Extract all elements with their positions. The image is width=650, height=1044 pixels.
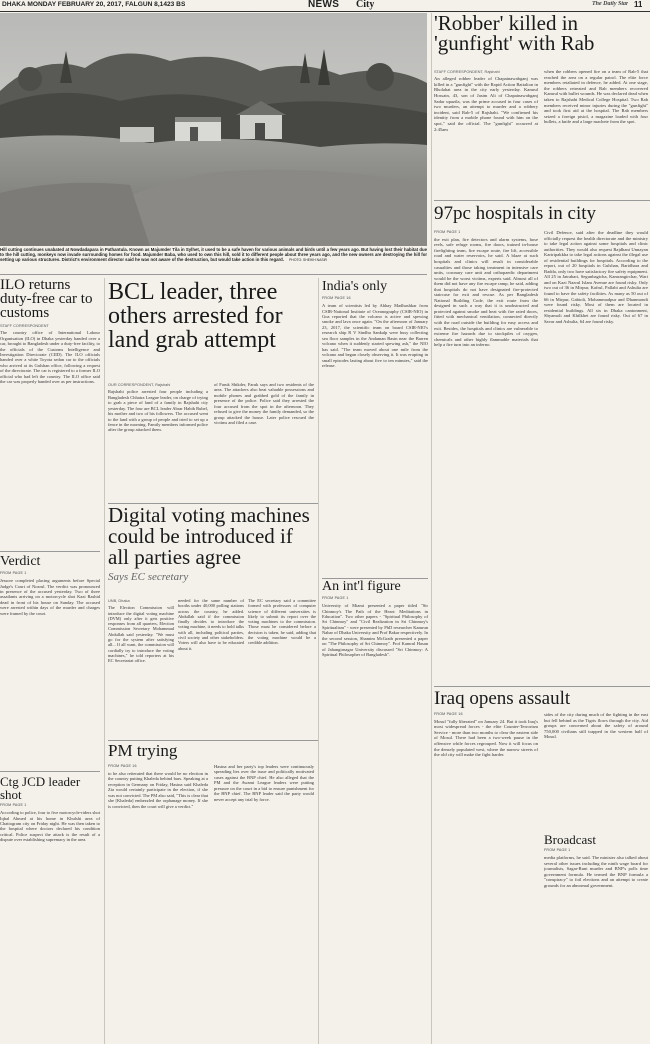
photo-caption xyxy=(0,247,427,272)
robber-text-1: An alleged robber leader of Chapainawabganj was killed in a "gunfight" with the Rapid Action Battalion in Bholahat area in the city early yesterday. Kamrul Hossain, 43, son of Jasim Ali of Chapainawabganj Sadar upazila, was the prime accused in four cases of two murders, an attempt to murder and a robbery incident, said Rab-5 of Rajshahi. "We confirmed his identity from a mobile phone found with him on the spot," said the official. The "gunfight" occurred at 2:45am xyxy=(434,76,538,132)
robber-headline: 'Robber' killed in 'gunfight' with Rab xyxy=(434,13,595,55)
robber-text-2: when the robbers opened fire on a team of Rab-5 that reached the area on a regular patrol. The elite force members retaliated in defence, he added. At one stage, the robbers retreated and Rab members recovered Kamrul with bullet wounds. He was declared dead when taken to Rajshahi Medical College Hospital. Two Rab members received minor injuries during the "gunfight" and took first aid at the hospital. The Rab members seized a foreign pistol, a magazine loaded with four bullets, a knife and a large machete from the spot. xyxy=(544,69,648,125)
hospitals-text-2: Civil Defence, said after the deadline they would officially request the health directorate and the ministry to take legal action against some hospitals and clinic authorities. They would also request Rajdhani Unnayan Kartripakkha to take legal actions against the illegal use of residential buildings for hospitals. According to the report, out of 20 hospitals in Gulshan, Baridhara and Badda, only two have satisfactory fire safety equipment. All 25 in Jatrabari, Segunbagicha, Kamrangirchar, Wari and on Kazi Nazrul Islam Avenue are found risky. Only two out of 36 in Mirpur, Kafrul, Pallabi and Ashulia are found to have the safety facilities. As many as 50 out of 66 in Mirpur, Gabtoli, Mohammadpur and Dhanmondi were found risky. Most of them are located in residential buildings. All six in Dhaka cantonment, Shyamoli and Khilkhet are found risky. Out of 67 in Savar and Ashulia, 64 are found risky. xyxy=(544,230,648,324)
broadcast-story xyxy=(544,833,648,1044)
intl-headline: An int'l figure xyxy=(322,580,401,594)
hospitals-rule xyxy=(434,686,650,687)
intl-text: University of Miami presented a paper titled "Sir Chinmoy's The Path of the Heart: Meditations in Education". Two other papers - "Spiritual Philosophy of Sri Chinmoy" and "Civil Realization in Sri Chinmoy's Spiritualism" - were presented by PhD researcher Kamrun Nahar of Dhaka University and Prof Bakar respectively. In the second session, Shamim McGrath presented a paper on "The Philosophy of Sri Chinmoy". Prof Kamrul Hasan of Jahangirnagar University discussed "Sri Chinmoy: A Spiritual Philosopher of Bangladesh". xyxy=(322,603,428,658)
pm-col-2 xyxy=(214,764,314,1044)
ctg-text: According to police, four to five motorcycle-riders shot Iqbal Ahmed at his home in Khulshi area of Chattogram city on Friday night. He was then taken to the hospital where doctors declared his condition critical. Police suspect the attack is the result of a dispute over establishing supremacy in the area. xyxy=(0,810,100,843)
digital-text-1: The Election Commission will introduce the digital voting machine (DVM) only after it gets positive responses from all quarters, Election Commission Secretary Mohammad Abdullah said yesterday. "We must go for the system after satisfying all... If all want, the commission will cordially try to introduce the voting machines," he told reporters at his EC Secretariat office. xyxy=(108,605,174,664)
robber-col-1 xyxy=(434,69,538,199)
pm-story xyxy=(108,742,318,766)
bcl-text-1: Rajshahi police arrested four people including a Bangladesh Chhatra League leader, on charge of trying to grab a piece of land of a family in Rajshahi city yesterday. The four are BCL leader Abrar Habib Rubel, his mother and two of his followers. The accused went to the land with a group of people and tried to set up a fence in the morning. Family members informed police after the group attacked them. xyxy=(108,389,208,433)
iraq-headline: Iraq opens assault xyxy=(434,689,571,709)
iraq-story xyxy=(434,689,650,711)
divider-left xyxy=(104,278,105,1044)
hospitals-headline: 97pc hospitals in city xyxy=(434,204,597,224)
digital-kicker: Says EC secretary xyxy=(108,571,189,583)
verdict-headline: Verdict xyxy=(0,554,41,570)
hill-photo-image xyxy=(0,13,427,246)
bcl-byline: OUR CORRESPONDENT, Rajshahi xyxy=(108,382,171,387)
ctg-from: FROM PAGE 1 xyxy=(0,803,27,808)
ilo-text: The country office of International Labour Organisation (ILO) in Dhaka yesterday handed over a car, brought to Bangladesh under a duty-free facility, to the officials of the Customs Intelligence and Investigation Directorate (CIID). The ILO officials handed over a white Toyota sedan car to the officials who arrived at its Gulshan office, following a request of the directorate. The car is registered to a former ILO official who had left the country. The ILO office said the car was properly handed over as per instructions. xyxy=(0,330,100,384)
masthead-section: NEWS xyxy=(308,0,340,10)
digital-byline: UNB, Dhaka xyxy=(108,598,130,603)
pm-text-2: Hasina and her party's top leaders were continuously spreading lies over the issue and politically motivated cases against the BNP chief. He also alleged that the PM and the Awami League leaders were putting pressure on the court in a bid to ensure punishment for the BNP chief. The BNP leader said the party would never accept any trial by force. xyxy=(214,764,314,802)
digital-col-2 xyxy=(178,598,244,738)
ilo-headline: ILO returns duty-free car to customs xyxy=(0,278,93,321)
pm-headline: PM trying xyxy=(108,742,178,760)
digital-text-2: needed for the same number of booths under 40,000 polling stations across the country, he added. Abdullah said if the commission finally decides to introduce the voting machine, it needs to hold talks with all, including political parties, civil society and other stakeholders. Voters will also have to be educated about it. xyxy=(178,598,244,651)
digital-rule xyxy=(108,503,318,504)
intl-story xyxy=(322,580,428,1044)
india-text: A team of scientists led by Abhay Madhushkar from CSIR-National Institute of Oceanography (CSIR-NIO) in Goa reported that the volcano is active and spewing smoke and lava once again. "On the afternoon of January 23, 2017, the scientific team on board CSIR-NIO's research ship R V Sindhu Sankalp were busy collecting sea floor samples in the Andaman Basin near the Barren volcano when it suddenly started spewing ash," the NIO has said. "The team moved about one mile from the volcano and began closely observing it. It was erupting in small episodes lasting about five to ten minutes," said the release. xyxy=(322,303,428,369)
iraq-col-2 xyxy=(544,712,648,832)
iraq-col-1 xyxy=(434,712,538,1044)
hospitals-text-1: the exit plan, fire detectors and alarm systems, hose reels, safe refuge rooms, fire doors, trained in-house firefighting team, fire escape route, fire lift, accessible road and water reservoirs, he said. A blaze at such hospitals and clinics will result in considerable casualties and those taking treatment in intensive care units, coronary care unit and orthopaedic department would be the worst victims, experts said. Almost all of them did not have any fire escape ramp, he said, adding that hospitals do not have designated fire-protected staircase for exit and rescue. As per Bangladesh National Building Code, the exit route from the designed in such a way that it is unobstructed and protected against smoke and heat with fire rated doors, fitted with mechanical ventilation, connected directly with the road outside the building for easy access and exit. Besides, the hospitals and clinics are vulnerable to extreme fire hazards due to stockpiles of oxygen, chemicals and other highly flammable materials that help a fire turn into an inferno. xyxy=(434,236,538,348)
pm-from: FROM PAGE 16 xyxy=(108,764,137,768)
india-headline: India's only xyxy=(322,280,388,294)
bcl-col-2 xyxy=(214,382,314,502)
digital-headline: Digital voting machines could be introduced if all parties agree xyxy=(108,505,310,569)
robber-byline: STAFF CORRESPONDENT, Rajshahi xyxy=(434,69,500,74)
bcl-col-1 xyxy=(108,382,208,502)
verdict-from: FROM PAGE 1 xyxy=(0,571,27,576)
ilo-byline: STAFF CORRESPONDENT xyxy=(0,323,49,328)
india-story xyxy=(322,280,428,580)
verdict-rule xyxy=(0,771,100,772)
iraq-text-2: sides of the city during much of the fighting in the east but fell behind as the Tigris flows through the city. Aid groups are concerned about the safety of around 750,000 civilians still trapped in the western half of Mosul. xyxy=(544,712,648,740)
photo-rule xyxy=(0,274,427,275)
digital-col-3 xyxy=(248,598,316,738)
verdict-text: Jessore completed placing arguments before Special Judge's Court of Nozrul. The verdict was pronounced in presence of the accused yesterday. Two of three assailants arriving on a motorcycle shot Kazi Rashid dead in front of his house on Sunday. The accused were arrested within days of the murder and charges were framed by the court. xyxy=(0,578,100,616)
masthead-subsection: City xyxy=(356,0,375,10)
broadcast-headline: Broadcast xyxy=(544,833,596,847)
digital-col-1 xyxy=(108,598,174,738)
bcl-headline: BCL leader, three others arrested for land grab attempt xyxy=(108,280,283,353)
india-rule xyxy=(322,578,428,579)
robber-rule xyxy=(434,200,650,201)
pm-col-1 xyxy=(108,764,208,1044)
page-number: 11 xyxy=(634,0,643,9)
ilo-story xyxy=(0,278,100,1044)
intl-from: FROM PAGE 1 xyxy=(322,596,349,601)
digital-text-3: The EC secretary said a committee formed with professors of computer science of different universities is likely to submit its report over the voting machines to the commission. Those must be considered before a decision is taken, he said, adding that the voting machine would be a credible addition. xyxy=(248,598,316,646)
broadcast-text: media platforms, he said. The minister also talked about several other issues including the ninth wage board for journalists, Sagar-Runi murder and BNP's polls time government formula. He termed the BNP formula a "conspiracy" to foil elections and an attempt to create grounds for an abnormal government. xyxy=(544,855,648,888)
masthead-paper: The Daily Star xyxy=(592,1,629,7)
pm-text-1: to be also reiterated that there would be no election in the country putting Khaleda behind bars. Speaking at a reception in Germany on Friday, Hasina said Khaleda Zia would certainly participate in the election, if she was not convicted. The PM also said, "This is clear that she [Khaleda] embezzled the orphanage money. If she is convicted, then the court will give a verdict." xyxy=(108,770,208,809)
bcl-story xyxy=(108,280,315,380)
masthead-date: DHAKA MONDAY FEBRUARY 20, 2017, FALGUN 8,1423 BS xyxy=(2,1,186,8)
photo-caption-text: Hill cutting continues unabated at Nowdadapara in Pathantula. Known as Majumder Tila in Sylhet, it used to be a safe haven for various animals and birds until a few years ago. But having lost their habitat due to the hill cutting, monkeys now invade surrounding homes for food. Majumder Baba, who used to own this hill, sold it to different people about three years ago, and the new owners are destroying the hill for setting up various structures. District's environment director said he was not aware of the destruction, but would take action in this regard. xyxy=(0,247,427,263)
divider-mid xyxy=(318,278,319,1044)
bcl-text-2: of Faruk Shikder, Faruk says and two residents of the area. The attackers also beat valuable possessions and mobile phones and grabbed gold of the family in presence of the police. Police said they arrested the four accused from the spot in the afternoon. They refused to give the money the family demanded, so the group attacked the house. Later police rescued the victims and filed a case. xyxy=(214,382,314,426)
masthead-rule xyxy=(0,11,650,12)
ilo-rule xyxy=(0,551,100,552)
broadcast-from: FROM PAGE 1 xyxy=(544,848,571,853)
iraq-from: FROM PAGE 16 xyxy=(434,712,463,716)
iraq-text-1: Mosul "fully liberated" on January 24. But it took Iraq's most widespread forces - the elite Counter-Terrorism Service - more than two months to clear the eastern side of Mosul. There had been a two-week pause in the offensive while forces regrouped. Now it will focus on the densely populated west, where the narrow streets of the old city will make the fight harder. xyxy=(434,718,538,758)
hospitals-from: FROM PAGE 1 xyxy=(434,230,461,234)
photo-credit: PHOTO: SHEIKH NASIR xyxy=(289,258,327,263)
hospitals-col-2 xyxy=(544,230,648,686)
robber-col-2 xyxy=(544,69,648,199)
hill-cutting-photo xyxy=(0,13,427,246)
india-from: FROM PAGE 16 xyxy=(322,296,351,301)
digital-story xyxy=(108,505,318,595)
masthead xyxy=(0,0,650,11)
divider-right xyxy=(431,13,432,1044)
ctg-headline: Ctg JCD leader shot xyxy=(0,773,81,803)
hospitals-col-1 xyxy=(434,230,538,686)
pm-rule xyxy=(108,740,318,741)
